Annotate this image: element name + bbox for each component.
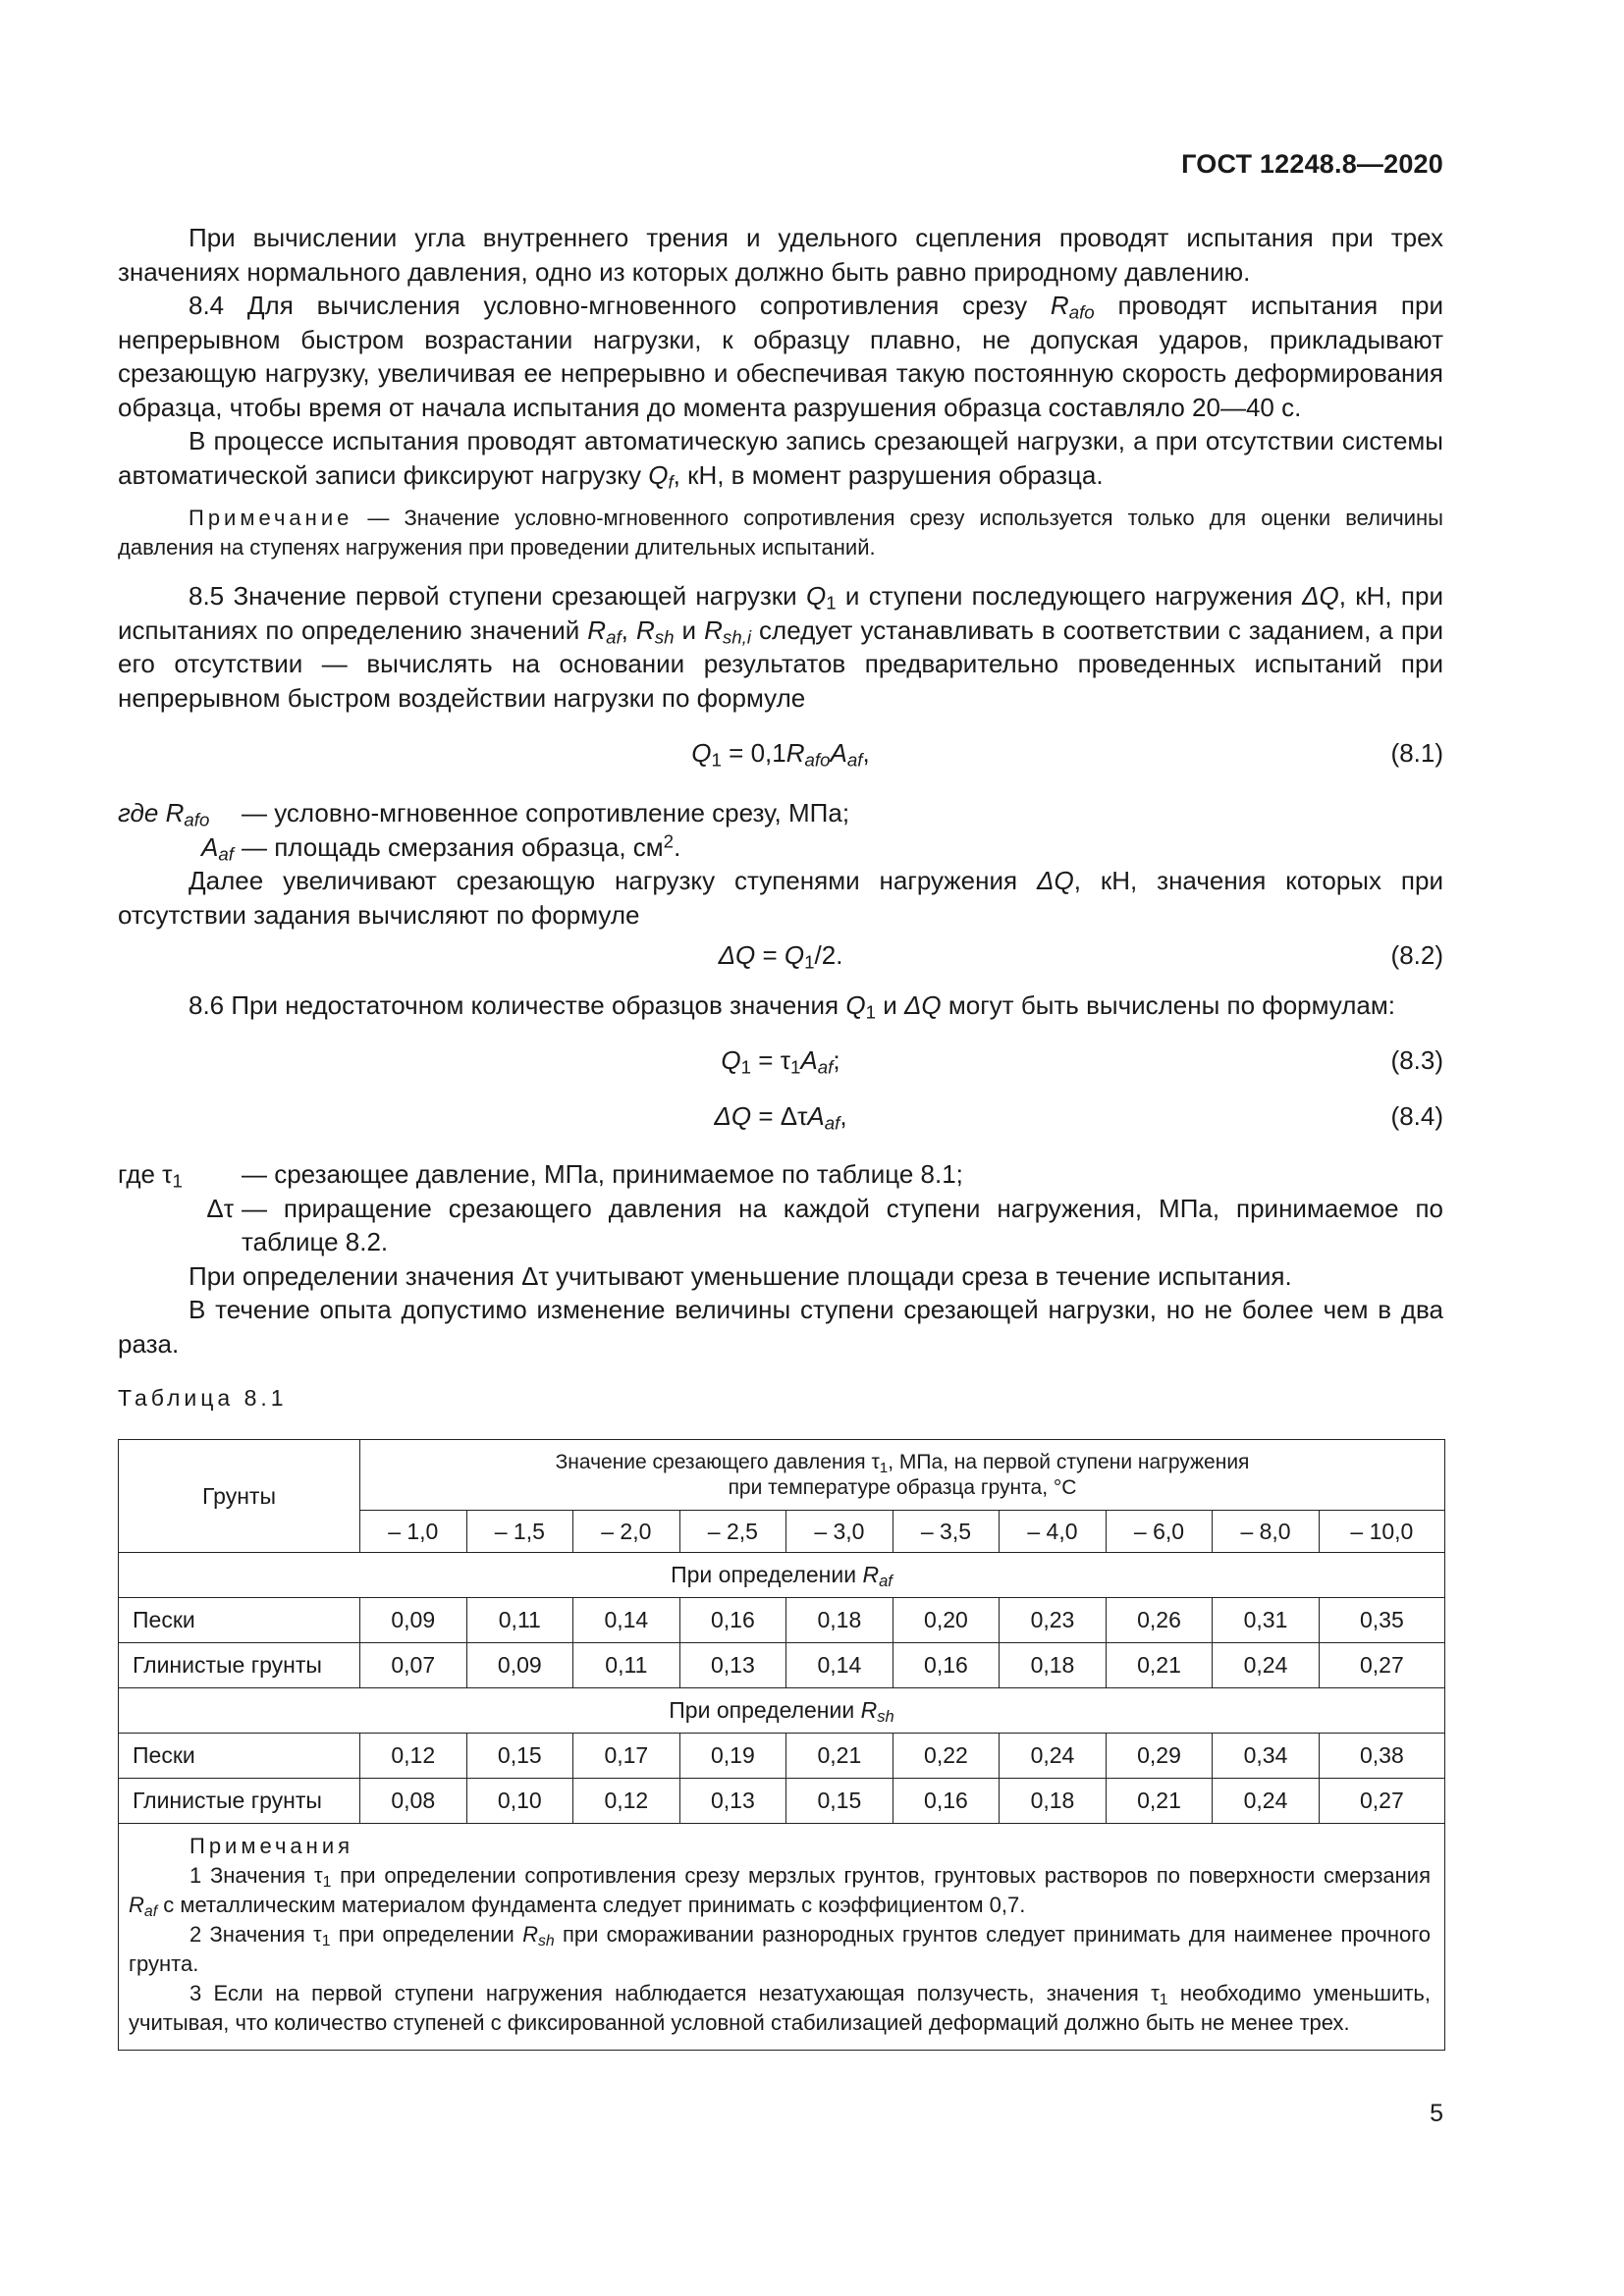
paragraph-step-change: В течение опыта допустимо изменение величины ступени срезающей нагрузки, но не более чем в два раза. [118, 1295, 1443, 1359]
value-cell: 0,12 [573, 1779, 680, 1824]
value-cell: 0,20 [893, 1598, 1000, 1643]
soil-cell: Глинистые грунты [119, 1643, 360, 1688]
section-row-raf [119, 1553, 1445, 1598]
value-cell: 0,21 [786, 1734, 893, 1779]
soil-cell: Глинистые грунты [119, 1779, 360, 1824]
value-cell: 0,22 [893, 1734, 1000, 1779]
value-cell: 0,13 [679, 1779, 786, 1824]
value-cell: 0,17 [573, 1734, 680, 1779]
notes-title: Примечания [189, 1834, 354, 1858]
note-label: Примечание [189, 506, 353, 530]
value-cell: 0,09 [360, 1598, 467, 1643]
temperature-header: – 1,0 [360, 1511, 467, 1553]
definitions-8-1: где $R_{afo}$ — условно-мгновенное сопротивление срезу, МПа; $A_{af}$ — площадь смерзания образца, $см^2$. [118, 798, 850, 865]
document-code-header: ГОСТ 12248.8—2020 [1181, 149, 1443, 179]
temperature-header: – 1,5 [466, 1511, 573, 1553]
temperature-header: – 4,0 [1000, 1511, 1107, 1553]
table-note-2: 2 Значения $\tau_1$ при определении $R_{sh}$ при смораживании разнородных грунтов следует принимать для наименее прочного грунта. [129, 1922, 1431, 1976]
table-notes [119, 1824, 1445, 2051]
paragraph-8-4: 8.4 Для вычисления условно-мгновенного сопротивления срезу $R_{afo}$ проводят испытания при непрерывном быстром возрастании нагрузки, к образцу плавно, не допуская ударов, прикладывают срезающую нагрузку, увеличивая ее непрерывно и обеспечивая такую постоянную скорость деформирования образца, чтобы время от начала испытания до момента разрушения образца составляло 20—40 с. [118, 291, 1443, 422]
temperature-header: – 8,0 [1213, 1511, 1320, 1553]
value-cell: 0,15 [466, 1734, 573, 1779]
value-cell: 0,24 [1213, 1779, 1320, 1824]
formula-number: (8.3) [1390, 1045, 1443, 1075]
value-cell: 0,21 [1106, 1779, 1213, 1824]
value-cell: 0,11 [466, 1598, 573, 1643]
table-header-row [119, 1440, 1445, 1511]
value-cell: 0,16 [679, 1598, 786, 1643]
value-cell: 0,18 [786, 1598, 893, 1643]
paragraph-delta-tau: При определении значения Δτ учитывают уменьшение площади среза в течение испытания. [189, 1261, 1292, 1291]
temperature-header: – 6,0 [1106, 1511, 1213, 1553]
table-8-1 [118, 1439, 1445, 2051]
value-cell: 0,09 [466, 1643, 573, 1688]
value-cell: 0,12 [360, 1734, 467, 1779]
value-cell: 0,24 [1213, 1643, 1320, 1688]
value-cell: 0,34 [1213, 1734, 1320, 1779]
section-label: При определении $R_{af}$ [119, 1553, 1445, 1598]
value-cell: 0,14 [786, 1643, 893, 1688]
temperature-header: – 2,0 [573, 1511, 680, 1553]
value-cell: 0,10 [466, 1779, 573, 1824]
value-cell: 0,31 [1213, 1598, 1320, 1643]
page-number: 5 [1430, 2100, 1443, 2127]
note-instant-resistance: Примечание — Значение условно-мгновенного сопротивления срезу используется только для оценки величины давления на ступенях нагружения при проведении длительных испытаний. [118, 506, 1443, 560]
formula-number: (8.4) [1390, 1101, 1443, 1131]
table-note-1: 1 Значения $\tau_1$ при определении сопротивления срезу мерзлых грунтов, грунтовых растворов по поверхности смерзания $R_{af}$ с металлическим материалом фундамента следует принимать с коэффициентом 0,7. [129, 1863, 1432, 1920]
value-cell: 0,18 [1000, 1643, 1107, 1688]
formula-8-1: $Q_1 = 0,1R_{afo}A_{af}$, (8.1) [691, 738, 1443, 771]
temperature-header: – 2,5 [679, 1511, 786, 1553]
soil-cell: Пески [119, 1598, 360, 1643]
table-note-3: 3 Если на первой ступени нагружения наблюдается незатухающая ползучесть, значения $\tau_1$ необходимо уменьшить, учитывая, что количество ступеней с фиксированной условной стабилизацией деформаций должно быть не менее трех. [129, 1981, 1431, 2035]
table-notes-row [119, 1824, 1445, 2051]
section-row-rsh [119, 1688, 1445, 1734]
value-cell: 0,11 [573, 1643, 680, 1688]
table-row [119, 1779, 1445, 1824]
formula-8-4: ΔQ = ΔτA$_{af}$, (8.4) [714, 1101, 1443, 1134]
section-label: При определении $R_{sh}$ [119, 1688, 1445, 1734]
paragraph-8-5: 8.5 Значение первой ступени срезающей нагрузки $Q_1$ и ступени последующего нагружения ΔQ, кН, при испытаниях по определению значений $R_{af}$, $R_{sh}$ и $R_{sh,i}$ следует устанавливать в соответствии с заданием, а при его отсутствии — вычислять на основании результатов предварительно проведенных испытаний при непрерывном быстром воздействии нагрузки по формуле [118, 581, 1443, 713]
value-cell: 0,14 [573, 1598, 680, 1643]
value-cell: 0,15 [786, 1779, 893, 1824]
formula-number: (8.1) [1390, 738, 1443, 768]
temperature-header: – 3,0 [786, 1511, 893, 1553]
value-cell: 0,07 [360, 1643, 467, 1688]
soil-cell: Пески [119, 1734, 360, 1779]
value-cell: 0,29 [1106, 1734, 1213, 1779]
temperature-header: – 3,5 [893, 1511, 1000, 1553]
value-cell: 0,24 [1000, 1734, 1107, 1779]
value-cell: 0,35 [1319, 1598, 1444, 1643]
value-cell: 0,21 [1106, 1643, 1213, 1688]
paragraph-intro: При вычислении угла внутреннего трения и удельного сцепления проводят испытания при трех значениях нормального давления, одно из которых должно быть равно природному давлению. [118, 223, 1443, 287]
table-row [119, 1643, 1445, 1688]
table-caption: Таблица 8.1 [118, 1385, 288, 1411]
formula-8-3: $Q_1 = \tau_1A_{af}$; (8.3) [721, 1045, 1443, 1078]
value-cell: 0,13 [679, 1643, 786, 1688]
column-header-soil: Грунты [119, 1440, 360, 1553]
value-cell: 0,18 [1000, 1779, 1107, 1824]
formula-8-2: $\Delta Q = Q_1/2$. (8.2) [718, 940, 1443, 973]
paragraph-8-6: 8.6 При недостаточном количестве образцов значения $Q_1$ и ΔQ могут быть вычислены по формулам: [189, 990, 1395, 1023]
definitions-8-3: где $\tau_1$ — срезающее давление, МПа, принимаемое по таблице 8.1; Δτ — приращение срезающего давления на каждой ступени нагружения, МПа, принимаемое по таблице 8.2. [118, 1159, 1443, 1256]
table-row [119, 1734, 1445, 1779]
column-header-shear-pressure: Значение срезающего давления $\tau_1$, МПа, на первой ступени нагружения при температуре образца грунта, °C [360, 1440, 1445, 1511]
value-cell: 0,08 [360, 1779, 467, 1824]
value-cell: 0,38 [1319, 1734, 1444, 1779]
value-cell: 0,27 [1319, 1779, 1444, 1824]
value-cell: 0,16 [893, 1643, 1000, 1688]
temperature-header: – 10,0 [1319, 1511, 1444, 1553]
value-cell: 0,16 [893, 1779, 1000, 1824]
paragraph-increments: Далее увеличивают срезающую нагрузку ступенями нагружения ΔQ, кН, значения которых при отсутствии задания вычисляют по формуле [118, 866, 1443, 930]
formula-number: (8.2) [1390, 940, 1443, 970]
value-cell: 0,27 [1319, 1643, 1444, 1688]
value-cell: 0,26 [1106, 1598, 1213, 1643]
table-row [119, 1598, 1445, 1643]
value-cell: 0,23 [1000, 1598, 1107, 1643]
value-cell: 0,19 [679, 1734, 786, 1779]
paragraph-auto-record: В процессе испытания проводят автоматическую запись срезающей нагрузки, а при отсутствии системы автоматической записи фиксируют нагрузку $Q_f$, кН, в момент разрушения образца. [118, 426, 1443, 493]
